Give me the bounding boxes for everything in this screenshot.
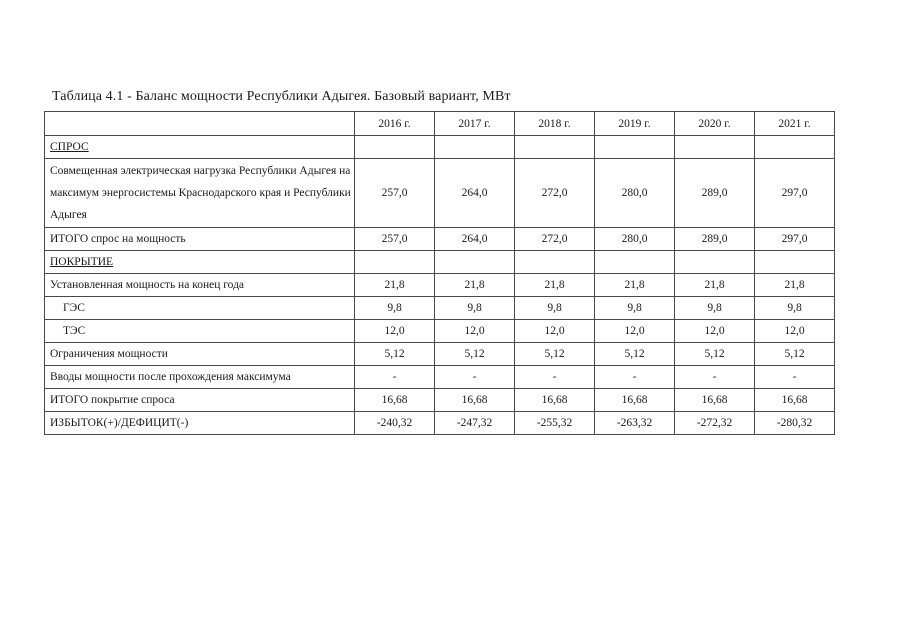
row-label: ИЗБЫТОК(+)/ДЕФИЦИТ(-): [45, 412, 355, 435]
value-cell: 257,0: [355, 159, 435, 228]
value-cell: -: [355, 366, 435, 389]
section-label-demand: СПРОС: [45, 136, 355, 159]
empty-cell: [355, 251, 435, 274]
value-cell: 9,8: [355, 297, 435, 320]
value-cell: 9,8: [755, 297, 835, 320]
year-header: 2019 г.: [595, 112, 675, 136]
year-header: 2021 г.: [755, 112, 835, 136]
empty-cell: [755, 251, 835, 274]
value-cell: 21,8: [755, 274, 835, 297]
value-cell: -280,32: [755, 412, 835, 435]
value-cell: 16,68: [675, 389, 755, 412]
value-cell: 264,0: [435, 228, 515, 251]
table-row: [45, 320, 835, 343]
value-cell: 12,0: [355, 320, 435, 343]
row-label: ТЭС: [45, 320, 355, 343]
empty-cell: [515, 136, 595, 159]
value-cell: 9,8: [675, 297, 755, 320]
value-cell: 5,12: [355, 343, 435, 366]
value-cell: 16,68: [515, 389, 595, 412]
table-row: [45, 366, 835, 389]
table-row: [45, 297, 835, 320]
value-cell: -247,32: [435, 412, 515, 435]
value-cell: 12,0: [595, 320, 675, 343]
row-label: Совмещенная электрическая нагрузка Республики Адыгея на максимум энергосистемы Краснодарского края и Республики Адыгея: [45, 159, 355, 228]
header-corner-cell: [45, 112, 355, 136]
value-cell: 257,0: [355, 228, 435, 251]
value-cell: 5,12: [435, 343, 515, 366]
row-label: ИТОГО покрытие спроса: [45, 389, 355, 412]
value-cell: 9,8: [595, 297, 675, 320]
value-cell: 21,8: [435, 274, 515, 297]
empty-cell: [355, 136, 435, 159]
value-cell: 280,0: [595, 228, 675, 251]
value-cell: 16,68: [755, 389, 835, 412]
value-cell: -240,32: [355, 412, 435, 435]
value-cell: 289,0: [675, 159, 755, 228]
value-cell: 9,8: [435, 297, 515, 320]
empty-cell: [595, 136, 675, 159]
table-caption: Таблица 4.1 - Баланс мощности Республики Адыгея. Базовый вариант, МВт: [52, 89, 511, 104]
row-label: Вводы мощности после прохождения максимума: [45, 366, 355, 389]
value-cell: -: [515, 366, 595, 389]
table-row: [45, 412, 835, 435]
year-header: 2017 г.: [435, 112, 515, 136]
value-cell: -263,32: [595, 412, 675, 435]
value-cell: -: [675, 366, 755, 389]
value-cell: 289,0: [675, 228, 755, 251]
table-row: [45, 274, 835, 297]
value-cell: 21,8: [355, 274, 435, 297]
value-cell: 280,0: [595, 159, 675, 228]
value-cell: 21,8: [675, 274, 755, 297]
value-cell: 16,68: [595, 389, 675, 412]
row-label: ГЭС: [45, 297, 355, 320]
value-cell: -: [755, 366, 835, 389]
empty-cell: [435, 251, 515, 274]
value-cell: -: [435, 366, 515, 389]
value-cell: 297,0: [755, 228, 835, 251]
value-cell: -255,32: [515, 412, 595, 435]
header-row: [45, 112, 835, 136]
year-header: 2020 г.: [675, 112, 755, 136]
empty-cell: [675, 136, 755, 159]
empty-cell: [595, 251, 675, 274]
value-cell: 272,0: [515, 159, 595, 228]
empty-cell: [755, 136, 835, 159]
value-cell: 5,12: [515, 343, 595, 366]
row-label: Ограничения мощности: [45, 343, 355, 366]
value-cell: 5,12: [595, 343, 675, 366]
value-cell: 12,0: [435, 320, 515, 343]
value-cell: 5,12: [675, 343, 755, 366]
value-cell: 264,0: [435, 159, 515, 228]
section-row-supply: [45, 251, 835, 274]
value-cell: 5,12: [755, 343, 835, 366]
table-row: [45, 389, 835, 412]
value-cell: 12,0: [755, 320, 835, 343]
empty-cell: [515, 251, 595, 274]
value-cell: -272,32: [675, 412, 755, 435]
empty-cell: [435, 136, 515, 159]
year-header: 2016 г.: [355, 112, 435, 136]
value-cell: -: [595, 366, 675, 389]
row-label: ИТОГО спрос на мощность: [45, 228, 355, 251]
section-label-supply: ПОКРЫТИЕ: [45, 251, 355, 274]
value-cell: 9,8: [515, 297, 595, 320]
value-cell: 272,0: [515, 228, 595, 251]
year-header: 2018 г.: [515, 112, 595, 136]
value-cell: 297,0: [755, 159, 835, 228]
row-label: Установленная мощность на конец года: [45, 274, 355, 297]
value-cell: 16,68: [435, 389, 515, 412]
table-row: [45, 228, 835, 251]
value-cell: 12,0: [675, 320, 755, 343]
table-row: [45, 159, 835, 228]
value-cell: 16,68: [355, 389, 435, 412]
value-cell: 12,0: [515, 320, 595, 343]
section-row-demand: [45, 136, 835, 159]
table-row: [45, 343, 835, 366]
power-balance-table: [44, 111, 835, 435]
empty-cell: [675, 251, 755, 274]
value-cell: 21,8: [515, 274, 595, 297]
value-cell: 21,8: [595, 274, 675, 297]
